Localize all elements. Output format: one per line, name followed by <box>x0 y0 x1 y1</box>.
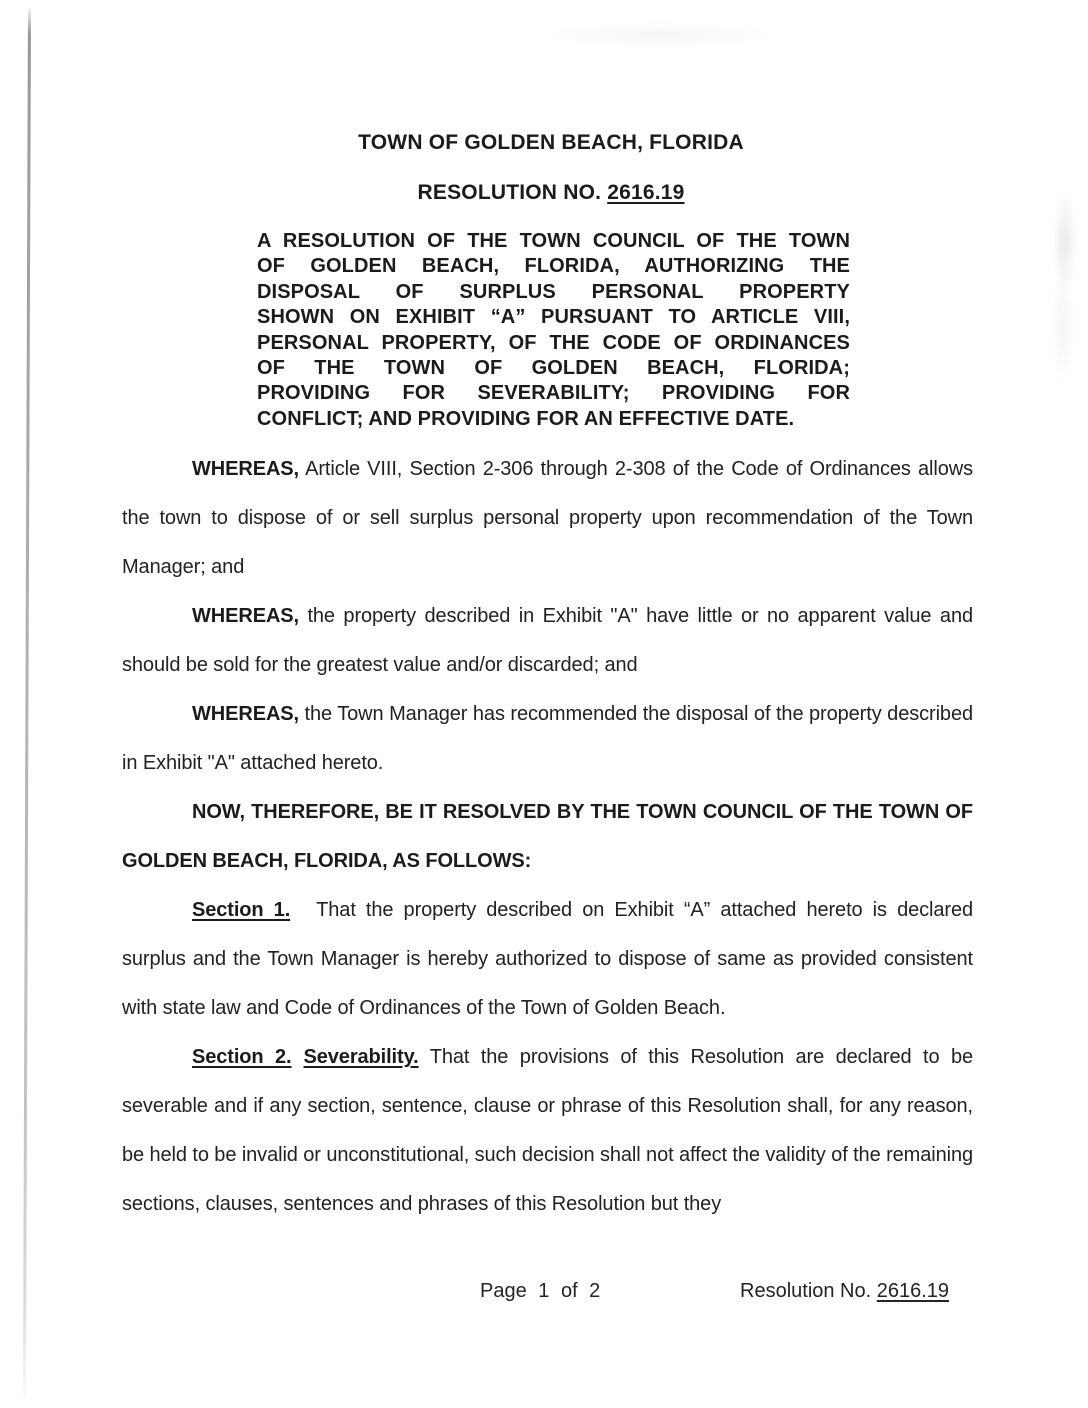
severability-label: Severability. <box>303 1046 419 1068</box>
paragraph-text: the Town Manager has recommended the disposal of the property described in Exhibit "A" attached hereto. <box>122 703 973 774</box>
caption-line: PERSONAL PROPERTY, OF THE CODE OF ORDINANCES <box>257 331 850 354</box>
paragraph-section-1 <box>122 886 973 1033</box>
paragraph-text: That the property described on Exhibit “A” attached hereto is declared surplus and the Town Manager is hereby authorized to dispose of same as provided consistent with state law and Code of Ordinances of the Town of Golden Beach. <box>122 899 973 1019</box>
whereas-label: WHEREAS, <box>192 605 299 627</box>
caption-line: DISPOSAL OF SURPLUS PERSONAL PROPERTY <box>257 280 850 303</box>
scan-smudge <box>1046 196 1080 381</box>
footer-resolution-label: Resolution No. <box>740 1280 877 1302</box>
resolution-number-value: 2616.19 <box>607 181 685 204</box>
caption-line: CONFLICT; AND PROVIDING FOR AN EFFECTIVE DATE. <box>257 407 795 430</box>
paragraph-whereas-1 <box>122 445 973 592</box>
resolution-caption-block <box>257 229 850 432</box>
paragraph-text: the property described in Exhibit "A" have little or no apparent value and should be sold for the greatest value and/or discarded; and <box>122 605 973 676</box>
paragraph-text: That the provisions of this Resolution are declared to be severable and if any section, sentence, clause or phrase of this Resolution shall, for any reason, be held to be invalid or unconstitutional, such decision shall not affect the validity of the remaining sections, clauses, sentences and phrases of this Resolution but they <box>122 1046 973 1215</box>
paragraph-text: Article VIII, Section 2-306 through 2-308 of the Code of Ordinances allows the town to dispose of or sell surplus personal property upon recommendation of the Town Manager; and <box>122 458 973 578</box>
paragraph-now-therefore <box>122 788 973 886</box>
paragraph-text: NOW, THEREFORE, BE IT RESOLVED BY THE TOWN COUNCIL OF THE TOWN OF GOLDEN BEACH, FLORIDA, AS FOLLOWS: <box>122 801 973 872</box>
caption-line: OF THE TOWN OF GOLDEN BEACH, FLORIDA; <box>257 357 850 380</box>
caption-line: PROVIDING FOR SEVERABILITY; PROVIDING FOR <box>257 382 850 405</box>
footer-resolution-value: 2616.19 <box>876 1280 950 1302</box>
whereas-label: WHEREAS, <box>192 703 299 725</box>
document-title: TOWN OF GOLDEN BEACH, FLORIDA <box>358 131 744 154</box>
paragraph-section-2 <box>122 1033 973 1229</box>
paragraph-whereas-3 <box>122 690 973 788</box>
paragraph-whereas-2 <box>122 592 973 690</box>
resolution-number-label: RESOLUTION NO. <box>417 181 608 204</box>
resolution-body <box>122 445 973 1229</box>
whereas-label: WHEREAS, <box>192 458 299 480</box>
footer-resolution-number <box>740 1280 949 1303</box>
caption-line: A RESOLUTION OF THE TOWN COUNCIL OF THE TOWN <box>257 230 850 252</box>
resolution-number-heading <box>7 181 1088 205</box>
footer-page-number: Page 1 of 2 <box>480 1280 601 1302</box>
scanner-edge-line <box>23 6 31 1398</box>
section-1-label: Section 1. <box>192 899 291 921</box>
section-2-label: Section 2. <box>192 1046 292 1068</box>
scan-smudge <box>540 22 780 48</box>
caption-line: OF GOLDEN BEACH, FLORIDA, AUTHORIZING THE <box>257 255 850 278</box>
caption-line: SHOWN ON EXHIBIT “A” PURSUANT TO ARTICLE VIII, <box>257 306 850 329</box>
